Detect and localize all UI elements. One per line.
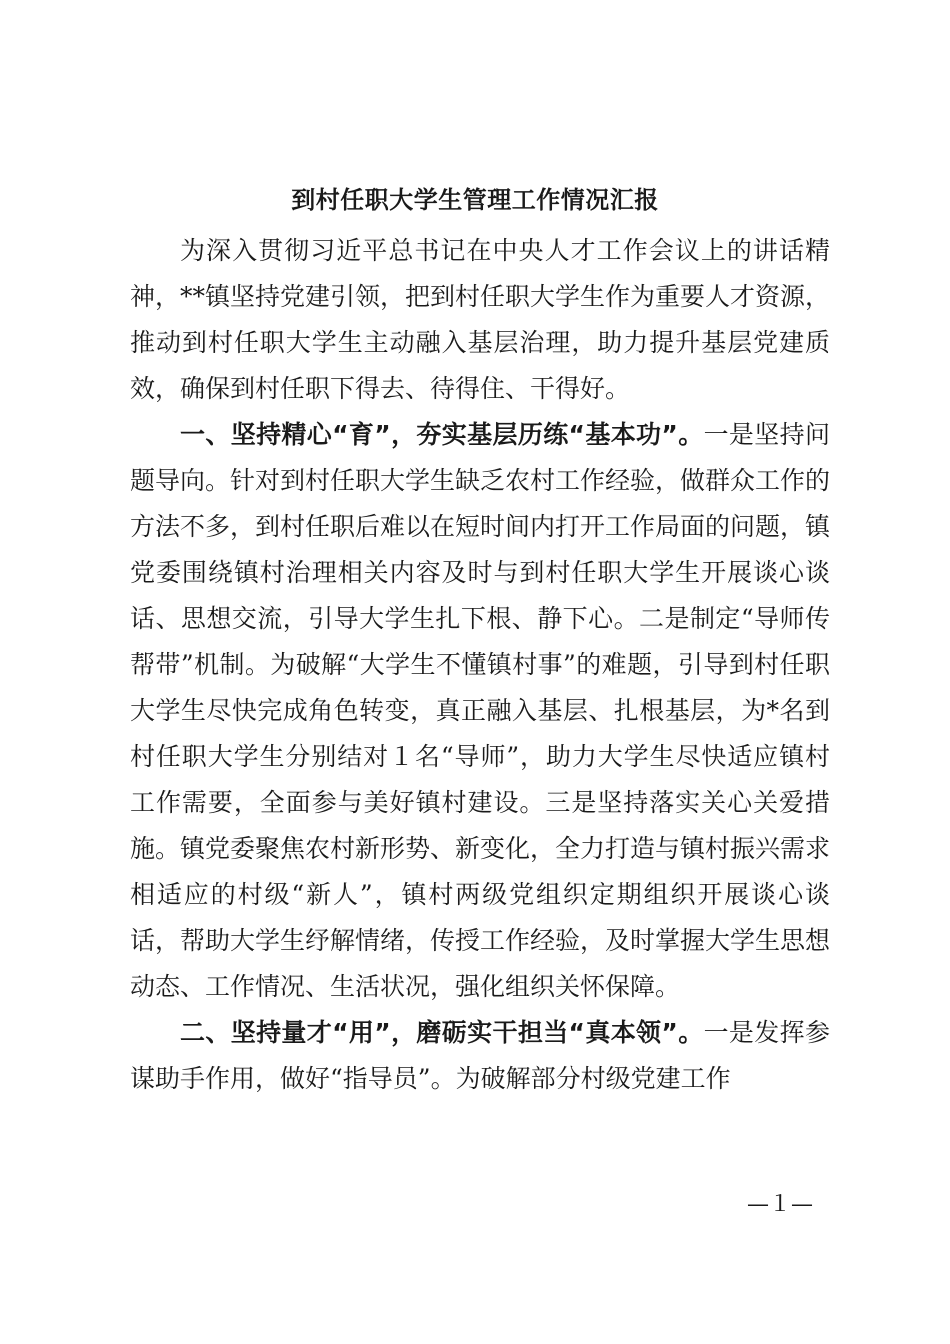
- section-one-heading: 一、坚持精心“育”，夯实基层历练“基本功”。: [180, 420, 704, 449]
- document-body: [130, 228, 830, 1102]
- section-two-heading: 二、坚持量才“用”，磨砺实干担当“真本领”。: [180, 1018, 704, 1047]
- section-one-text: 一是坚持问题导向。针对到村任职大学生缺乏农村工作经验，做群众工作的方法不多，到村任职后难以在短时间内打开工作局面的问题，镇党委围绕镇村治理相关内容及时与到村任职大学生开展谈心谈话、思想交流，引导大学生扎下根、静下心。二是制定“导师传帮带”机制。为破解“大学生不懂镇村事”的难题，引导到村任职大学生尽快完成角色转变，真正融入基层、扎根基层，为*名到村任职大学生分别结对１名“导师”，助力大学生尽快适应镇村工作需要，全面参与美好镇村建设。三是坚持落实关心关爱措施。镇党委聚焦农村新形势、新变化，全力打造与镇村振兴需求相适应的村级“新人”，镇村两级党组织定期组织开展谈心谈话，帮助大学生纾解情绪，传授工作经验，及时掌握大学生思想动态、工作情况、生活状况，强化组织关怀保障。: [130, 420, 831, 1001]
- section-two-paragraph: [130, 1010, 830, 1102]
- section-two-text: 一是发挥参谋助手作用，做好“指导员”。为破解部分村级党建工作: [130, 1018, 830, 1093]
- page-number: —１—: [746, 1192, 813, 1217]
- section-one-paragraph: [130, 412, 830, 1010]
- document-title: 到村任职大学生管理工作情况汇报: [291, 185, 659, 214]
- intro-paragraph: [130, 228, 830, 412]
- intro-paragraph-text: 为深入贯彻习近平总书记在中央人才工作会议上的讲话精神，**镇坚持党建引领，把到村任职大学生作为重要人才资源，推动到村任职大学生主动融入基层治理，助力提升基层党建质效，确保到村任职下得去、待得住、干得好。: [130, 236, 831, 403]
